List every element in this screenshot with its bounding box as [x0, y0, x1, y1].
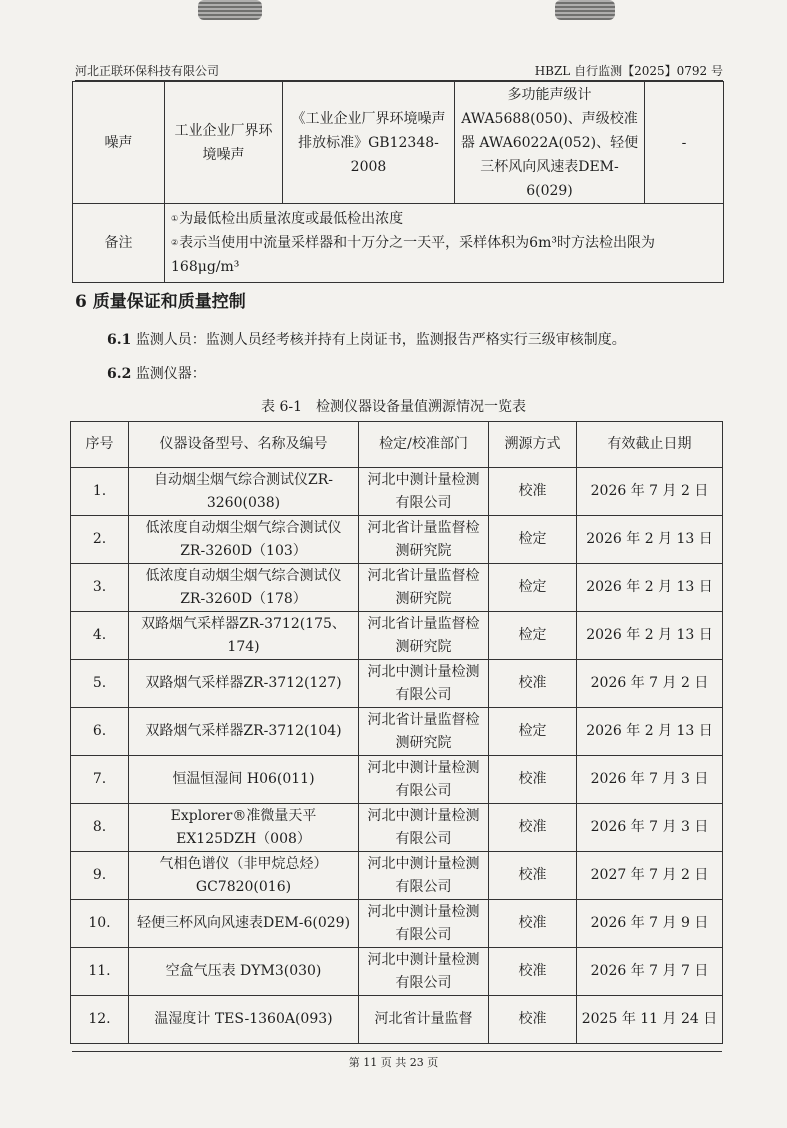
- instrument-name: 双路烟气采样器ZR-3712(104): [129, 708, 359, 756]
- calibration-department: 河北中测计量检测有限公司: [359, 468, 489, 516]
- traceability-method: 校准: [489, 804, 577, 852]
- traceability-method: 校准: [489, 948, 577, 996]
- calibration-department: 河北中测计量检测有限公司: [359, 900, 489, 948]
- note-row: [73, 204, 724, 283]
- calibration-department: 河北省计量监督检测研究院: [359, 516, 489, 564]
- paragraph-6-2-text: 监测仪器：: [135, 366, 206, 382]
- row-index: 7.: [71, 756, 129, 804]
- calibration-department: 河北中测计量检测有限公司: [359, 948, 489, 996]
- table-header-row: [71, 422, 723, 468]
- traceability-method: 校准: [489, 756, 577, 804]
- instrument-name: 轻便三杯风向风速表DEM-6(029): [129, 900, 359, 948]
- standards-table-continued: [72, 81, 724, 283]
- table-row: [71, 756, 723, 804]
- row-index: 3.: [71, 564, 129, 612]
- traceability-method: 校准: [489, 660, 577, 708]
- row-index: 11.: [71, 948, 129, 996]
- header-expiry: 有效截止日期: [577, 422, 723, 468]
- paragraph-6-2: [107, 363, 206, 383]
- expiry-date: 2026 年 2 月 13 日: [577, 708, 723, 756]
- instrument-name: 低浓度自动烟尘烟气综合测试仪 ZR-3260D（178）: [129, 564, 359, 612]
- instrument-name: 气相色谱仪（非甲烷总烃）GC7820(016): [129, 852, 359, 900]
- traceability-method: 检定: [489, 612, 577, 660]
- calibration-department: 河北省计量监督检测研究院: [359, 564, 489, 612]
- section-title: 6 质量保证和质量控制: [75, 292, 246, 312]
- report-number: HBZL 自行监测【2025】0792 号: [534, 64, 723, 78]
- calibration-department: 河北省计量监督检测研究院: [359, 708, 489, 756]
- page-footer: 第 11 页 共 23 页: [348, 1056, 439, 1069]
- calibration-department: 河北中测计量检测有限公司: [359, 804, 489, 852]
- noise-row: [73, 82, 724, 204]
- table-row: [71, 900, 723, 948]
- calibration-department: 河北中测计量检测有限公司: [359, 660, 489, 708]
- expiry-date: 2027 年 7 月 2 日: [577, 852, 723, 900]
- row-index: 2.: [71, 516, 129, 564]
- row-index: 8.: [71, 804, 129, 852]
- header-instrument: 仪器设备型号、名称及编号: [129, 422, 359, 468]
- note-line-1: [171, 207, 717, 231]
- table-row: [71, 468, 723, 516]
- note-text-1: 为最低检出质量浓度或最低检出浓度: [179, 211, 404, 227]
- instrument-name: Explorer®准微量天平EX125DZH（008）: [129, 804, 359, 852]
- expiry-date: 2025 年 11 月 24 日: [577, 996, 723, 1044]
- instrument-name: 双路烟气采样器ZR-3712(175、174): [129, 612, 359, 660]
- paragraph-6-1-text: 监测人员：监测人员经考核并持有上岗证书，监测报告严格实行三级审核制度。: [135, 332, 626, 348]
- note-text-2: 表示当使用中流量采样器和十万分之一天平，采样体积为6m³时方法检出限为168μg/m³: [171, 235, 655, 275]
- header-index: 序号: [71, 422, 129, 468]
- expiry-date: 2026 年 7 月 7 日: [577, 948, 723, 996]
- calibration-department: 河北省计量监督: [359, 996, 489, 1044]
- traceability-method: 检定: [489, 516, 577, 564]
- page-header: [75, 60, 723, 82]
- scan-binding-mark-right: [555, 0, 615, 20]
- expiry-date: 2026 年 7 月 9 日: [577, 900, 723, 948]
- table-caption: 表 6-1 检测仪器设备量值溯源情况一览表: [261, 399, 526, 415]
- table-bottom-edge: [72, 1051, 722, 1052]
- paragraph-6-2-number: 6.2: [107, 366, 132, 382]
- scan-binding-mark-left: [198, 0, 262, 20]
- limit-cell: -: [645, 82, 724, 204]
- table-row: [71, 804, 723, 852]
- table-body: [71, 468, 723, 1044]
- row-index: 6.: [71, 708, 129, 756]
- table-row: [71, 852, 723, 900]
- expiry-date: 2026 年 7 月 3 日: [577, 804, 723, 852]
- table-row: [71, 564, 723, 612]
- traceability-method: 校准: [489, 468, 577, 516]
- row-index: 5.: [71, 660, 129, 708]
- instrument-name: 温湿度计 TES-1360A(093): [129, 996, 359, 1044]
- instrument-name: 空盒气压表 DYM3(030): [129, 948, 359, 996]
- header-method: 溯源方式: [489, 422, 577, 468]
- row-index: 9.: [71, 852, 129, 900]
- note-mark-1: ①: [171, 214, 179, 223]
- instrument-name: 恒温恒湿间 H06(011): [129, 756, 359, 804]
- paragraph-6-1: [107, 329, 626, 349]
- calibration-department: 河北省计量监督检测研究院: [359, 612, 489, 660]
- table-row: [71, 516, 723, 564]
- expiry-date: 2026 年 7 月 3 日: [577, 756, 723, 804]
- row-index: 12.: [71, 996, 129, 1044]
- calibration-department: 河北中测计量检测有限公司: [359, 756, 489, 804]
- traceability-method: 校准: [489, 852, 577, 900]
- company-name: 河北正联环保科技有限公司: [75, 64, 220, 78]
- traceability-method: 检定: [489, 708, 577, 756]
- note-line-2: [171, 231, 717, 279]
- instrument-cell: 多功能声级计AWA5688(050)、声级校准器 AWA6022A(052)、轻便三杯风向风速表DEM-6(029): [455, 82, 645, 204]
- row-index: 10.: [71, 900, 129, 948]
- table-row: [71, 948, 723, 996]
- note-label: 备注: [73, 204, 165, 283]
- header-department: 检定/校准部门: [359, 422, 489, 468]
- expiry-date: 2026 年 2 月 13 日: [577, 516, 723, 564]
- expiry-date: 2026 年 7 月 2 日: [577, 660, 723, 708]
- instrument-traceability-table: [70, 421, 723, 1044]
- expiry-date: 2026 年 2 月 13 日: [577, 612, 723, 660]
- paragraph-6-1-number: 6.1: [107, 332, 132, 348]
- note-mark-2: ②: [171, 238, 179, 247]
- traceability-method: 检定: [489, 564, 577, 612]
- row-index: 1.: [71, 468, 129, 516]
- traceability-method: 校准: [489, 996, 577, 1044]
- calibration-department: 河北中测计量检测有限公司: [359, 852, 489, 900]
- standard-cell: 《工业企业厂界环境噪声排放标准》GB12348-2008: [283, 82, 455, 204]
- instrument-name: 低浓度自动烟尘烟气综合测试仪 ZR-3260D（103）: [129, 516, 359, 564]
- table-row: [71, 660, 723, 708]
- expiry-date: 2026 年 7 月 2 日: [577, 468, 723, 516]
- table-row: [71, 708, 723, 756]
- instrument-name: 双路烟气采样器ZR-3712(127): [129, 660, 359, 708]
- instrument-name: 自动烟尘烟气综合测试仪ZR-3260(038): [129, 468, 359, 516]
- row-index: 4.: [71, 612, 129, 660]
- note-content: [165, 204, 724, 283]
- item-cell: 工业企业厂界环境噪声: [165, 82, 283, 204]
- expiry-date: 2026 年 2 月 13 日: [577, 564, 723, 612]
- category-cell: 噪声: [73, 82, 165, 204]
- table-row: [71, 612, 723, 660]
- table-row: [71, 996, 723, 1044]
- traceability-method: 校准: [489, 900, 577, 948]
